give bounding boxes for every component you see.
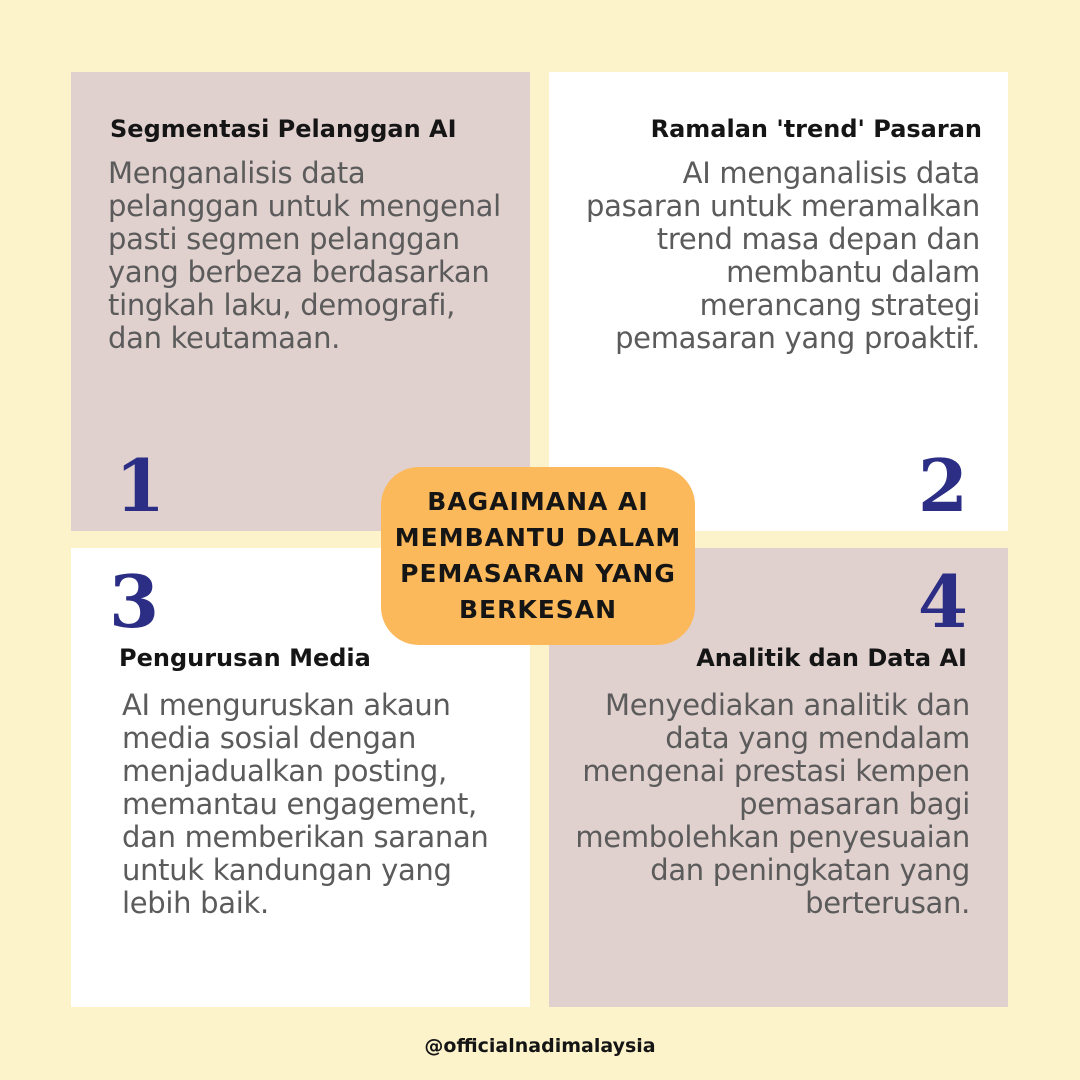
section-2-panel xyxy=(549,72,1008,531)
section-1-number: 1 xyxy=(115,443,166,528)
section-2-title: Ramalan 'trend' Pasaran xyxy=(650,115,982,143)
section-1-panel xyxy=(71,72,530,531)
section-3-number: 3 xyxy=(109,559,160,644)
section-1-body: Menganalisis data pelanggan untuk mengenal pasti segmen pelanggan yang berbeza berdasarkan tingkah laku, demografi, dan keutamaan. xyxy=(108,156,501,355)
section-4-number: 4 xyxy=(917,559,968,644)
center-title-badge xyxy=(381,467,695,645)
section-4-title: Analitik dan Data AI xyxy=(696,644,967,672)
social-handle: @officialnadimalaysia xyxy=(424,1035,656,1057)
section-2-body: AI menganalisis data pasaran untuk meramalkan trend masa depan dan membantu dalam merancang strategi pemasaran yang proaktif. xyxy=(586,156,980,355)
section-3-title: Pengurusan Media xyxy=(119,644,371,672)
section-4-body: Menyediakan analitik dan data yang mendalam mengenai prestasi kempen pemasaran bagi membolehkan penyesuaian dan peningkatan yang berterusan. xyxy=(575,688,970,920)
section-2-number: 2 xyxy=(917,443,968,528)
center-title: BAGAIMANA AI MEMBANTU DALAM PEMASARAN YANG BERKESAN xyxy=(394,487,682,624)
section-3-body: AI menguruskan akaun media sosial dengan menjadualkan posting, memantau engagement, dan memberikan saranan untuk kandungan yang lebih baik. xyxy=(122,688,489,920)
section-1-title: Segmentasi Pelanggan AI xyxy=(110,115,457,143)
